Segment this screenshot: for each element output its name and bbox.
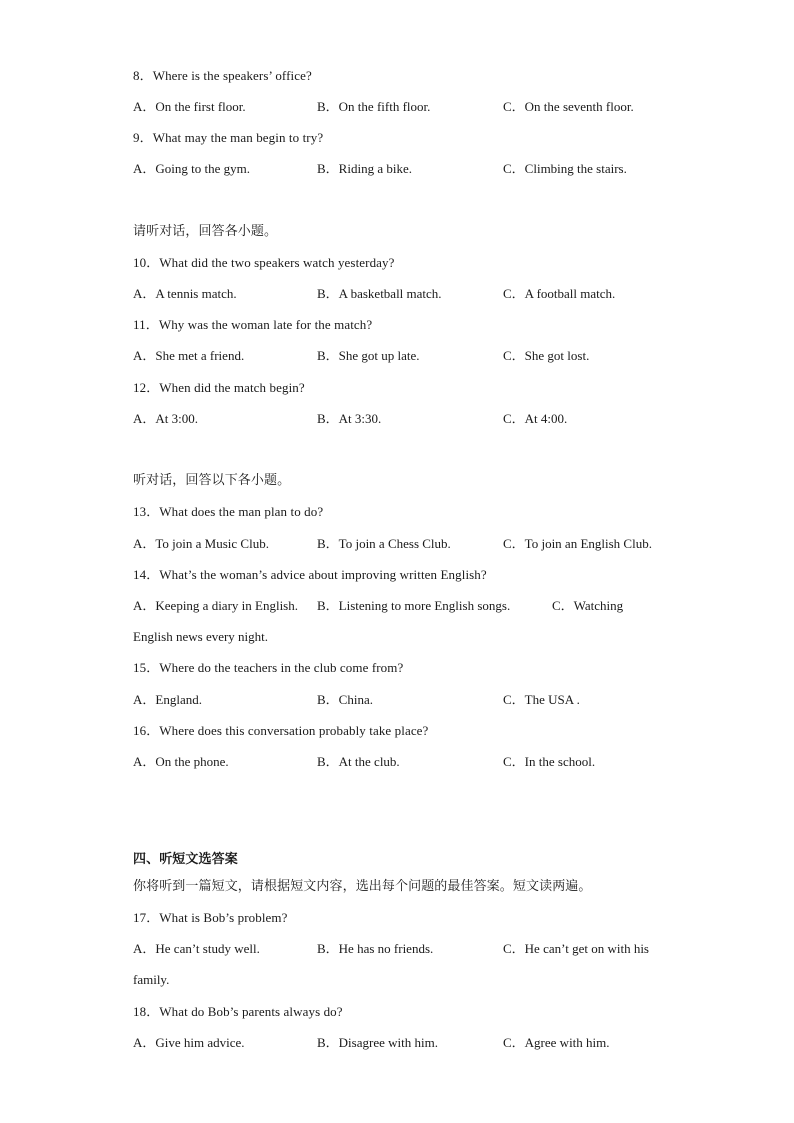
q15-option-a: A．England. — [133, 692, 202, 707]
q16-option-c: C．In the school. — [503, 754, 596, 769]
q11-option-a: A．She met a friend. — [133, 348, 245, 363]
section-instruction-a: 请听对话，回答各小题。 — [133, 224, 278, 239]
part4-instruction: 你将听到一篇短文，请根据短文内容，选出每个问题的最佳答案。短文读两遍。 — [133, 879, 592, 894]
question-18: 18．What do Bob’s parents always do? — [133, 1004, 343, 1019]
q18-option-b: B．Disagree with him. — [317, 1035, 438, 1050]
question-12: 12．When did the match begin? — [133, 380, 305, 395]
q8-option-a: A．On the first floor. — [133, 99, 246, 114]
q10-option-b: B．A basketball match. — [317, 286, 442, 301]
question-14: 14．What’s the woman’s advice about improving written English? — [133, 567, 487, 582]
q14-option-c: C．Watching — [552, 598, 624, 613]
q16-option-b: B．At the club. — [317, 754, 400, 769]
question-15: 15．Where do the teachers in the club come from? — [133, 660, 404, 675]
q18-option-c: C．Agree with him. — [503, 1035, 610, 1050]
q13-option-b: B．To join a Chess Club. — [317, 536, 451, 551]
q9-option-a: A．Going to the gym. — [133, 161, 250, 176]
q15-option-c: C．The USA . — [503, 692, 580, 707]
q9-option-c: C．Climbing the stairs. — [503, 161, 627, 176]
q10-option-c: C．A football match. — [503, 286, 616, 301]
question-16: 16．Where does this conversation probably take place? — [133, 723, 429, 738]
q11-option-b: B．She got up late. — [317, 348, 420, 363]
question-8: 8．Where is the speakers’ office? — [133, 68, 312, 83]
q12-option-c: C．At 4:00. — [503, 411, 568, 426]
q15-option-b: B．China. — [317, 692, 373, 707]
q16-option-a: A．On the phone. — [133, 754, 229, 769]
q9-option-b: B．Riding a bike. — [317, 161, 412, 176]
q13-option-c: C．To join an English Club. — [503, 536, 652, 551]
q8-option-c: C．On the seventh floor. — [503, 99, 634, 114]
question-13: 13．What does the man plan to do? — [133, 504, 324, 519]
q17-option-b: B．He has no friends. — [317, 941, 434, 956]
q13-option-a: A．To join a Music Club. — [133, 536, 269, 551]
q11-option-c: C．She got lost. — [503, 348, 590, 363]
q14-option-b: B．Listening to more English songs. — [317, 598, 511, 613]
q8-option-b: B．On the fifth floor. — [317, 99, 431, 114]
q14-option-a: A．Keeping a diary in English. — [133, 598, 298, 613]
q12-option-b: B．At 3:30. — [317, 411, 382, 426]
q17-option-c-continued: family. — [133, 972, 170, 987]
q17-option-a: A．He can’t study well. — [133, 941, 260, 956]
q12-option-a: A．At 3:00. — [133, 411, 199, 426]
question-10: 10．What did the two speakers watch yesterday? — [133, 255, 395, 270]
q18-option-a: A．Give him advice. — [133, 1035, 245, 1050]
q10-option-a: A．A tennis match. — [133, 286, 237, 301]
question-11: 11．Why was the woman late for the match? — [133, 317, 373, 332]
q17-option-c: C．He can’t get on with his — [503, 941, 649, 956]
section-instruction-b: 听对话，回答以下各小题。 — [133, 473, 291, 488]
q14-option-c-continued: English news every night. — [133, 629, 269, 644]
question-9: 9．What may the man begin to try? — [133, 130, 324, 145]
part4-title: 四、听短文选答案 — [133, 852, 238, 867]
question-17: 17．What is Bob’s problem? — [133, 910, 288, 925]
